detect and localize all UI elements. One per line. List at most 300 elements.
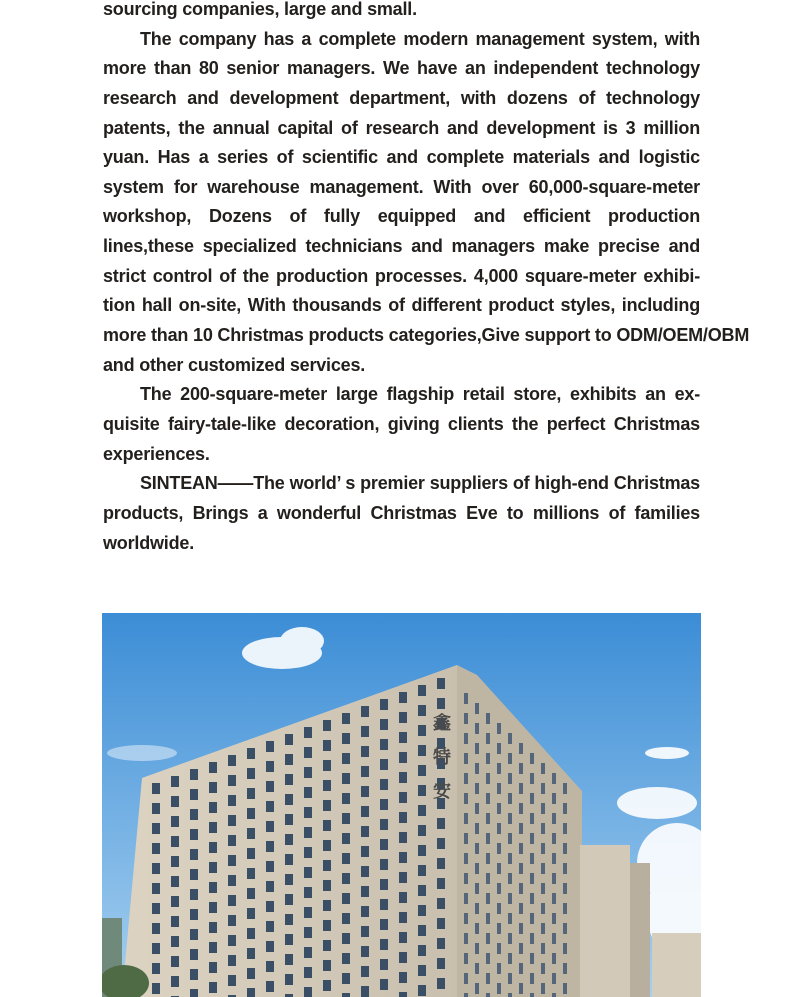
window (304, 967, 312, 978)
window (497, 923, 501, 934)
window (437, 698, 445, 709)
window (475, 803, 479, 814)
window (266, 881, 274, 892)
window (247, 908, 255, 919)
window (464, 693, 468, 704)
window (508, 853, 512, 864)
window (519, 943, 523, 954)
window (563, 983, 567, 994)
window (285, 954, 293, 965)
window (486, 993, 490, 997)
window (464, 773, 468, 784)
window (399, 912, 407, 923)
window (285, 734, 293, 745)
window (152, 803, 160, 814)
window (247, 968, 255, 979)
window (399, 992, 407, 997)
window (190, 809, 198, 820)
window (285, 914, 293, 925)
window (464, 953, 468, 964)
window (323, 880, 331, 891)
window (475, 703, 479, 714)
window (342, 873, 350, 884)
window (342, 813, 350, 824)
text-line: The company has a complete modern management system, with (140, 28, 700, 49)
window (486, 933, 490, 944)
window (285, 974, 293, 985)
window (508, 973, 512, 984)
window (530, 753, 534, 764)
window (552, 973, 556, 984)
window (266, 941, 274, 952)
window (380, 719, 388, 730)
window (209, 962, 217, 973)
window (342, 973, 350, 984)
window (304, 907, 312, 918)
window (418, 905, 426, 916)
window (418, 765, 426, 776)
window (486, 953, 490, 964)
window (508, 993, 512, 997)
window (486, 713, 490, 724)
window (285, 794, 293, 805)
window (437, 858, 445, 869)
window (361, 886, 369, 897)
window (228, 835, 236, 846)
window (190, 929, 198, 940)
window (247, 928, 255, 939)
window (209, 942, 217, 953)
window (228, 975, 236, 986)
window (399, 772, 407, 783)
window (361, 706, 369, 717)
window (497, 863, 501, 874)
window (475, 843, 479, 854)
text-line: quisite fairy-tale-like decoration, giving clients the perfect Christmas (103, 413, 700, 434)
window (464, 973, 468, 984)
window (190, 969, 198, 980)
window (497, 983, 501, 994)
window (486, 753, 490, 764)
window (266, 781, 274, 792)
window (380, 939, 388, 950)
window (342, 993, 350, 997)
window (380, 959, 388, 970)
window (342, 853, 350, 864)
text-line: The 200-square-meter large flagship retail store, exhibits an ex- (140, 384, 700, 405)
window (247, 748, 255, 759)
window (323, 940, 331, 951)
window (486, 893, 490, 904)
window (486, 813, 490, 824)
window (399, 712, 407, 723)
window (171, 896, 179, 907)
text-line: workshop, Dozens of fully equipped and efficient production (103, 206, 700, 227)
window (323, 720, 331, 731)
window (418, 845, 426, 856)
window (437, 938, 445, 949)
window (361, 746, 369, 757)
window (304, 947, 312, 958)
window (266, 861, 274, 872)
window (497, 723, 501, 734)
window (209, 882, 217, 893)
window (508, 933, 512, 944)
window (475, 883, 479, 894)
window (266, 801, 274, 812)
low-building (652, 933, 701, 997)
window (152, 983, 160, 994)
window (519, 783, 523, 794)
window (323, 980, 331, 991)
window (464, 853, 468, 864)
text-line: more than 10 Christmas products categories,Give support to ODM/OEM/OBM (103, 325, 750, 346)
window (190, 869, 198, 880)
window (399, 812, 407, 823)
window (541, 843, 545, 854)
window (475, 943, 479, 954)
window (541, 803, 545, 814)
window (552, 813, 556, 824)
window (285, 894, 293, 905)
window (304, 927, 312, 938)
window (437, 878, 445, 889)
text-line: sourcing companies, large and small. (103, 0, 417, 19)
window (380, 899, 388, 910)
window (190, 889, 198, 900)
window (508, 813, 512, 824)
window (285, 754, 293, 765)
window (171, 876, 179, 887)
window (508, 953, 512, 964)
window (247, 848, 255, 859)
window (247, 808, 255, 819)
window (304, 847, 312, 858)
window (563, 923, 567, 934)
window (361, 786, 369, 797)
window (323, 740, 331, 751)
window (380, 759, 388, 770)
window (342, 893, 350, 904)
window (519, 883, 523, 894)
window (399, 872, 407, 883)
window (399, 732, 407, 743)
window (464, 753, 468, 764)
side-building-wall (630, 863, 650, 997)
window (418, 825, 426, 836)
window (304, 787, 312, 798)
window (418, 725, 426, 736)
window (380, 699, 388, 710)
window (342, 773, 350, 784)
window (552, 773, 556, 784)
window (266, 901, 274, 912)
window (486, 833, 490, 844)
window (342, 953, 350, 964)
window (541, 763, 545, 774)
window (266, 761, 274, 772)
window (519, 843, 523, 854)
side-building (580, 845, 630, 997)
window (209, 822, 217, 833)
window (563, 883, 567, 894)
window (475, 823, 479, 834)
window (228, 755, 236, 766)
window (475, 863, 479, 874)
window (342, 933, 350, 944)
window (464, 713, 468, 724)
window (552, 893, 556, 904)
window (464, 933, 468, 944)
window (304, 867, 312, 878)
window (247, 948, 255, 959)
window (380, 839, 388, 850)
window (361, 726, 369, 737)
window (418, 785, 426, 796)
window (497, 943, 501, 954)
window (399, 892, 407, 903)
window (266, 981, 274, 992)
window (171, 856, 179, 867)
window (508, 833, 512, 844)
window (361, 926, 369, 937)
text-line: patents, the annual capital of research and development is 3 million (103, 117, 700, 138)
window (152, 823, 160, 834)
window (497, 743, 501, 754)
text-line: research and development department, with dozens of technology (103, 87, 700, 108)
window (304, 887, 312, 898)
window (418, 985, 426, 996)
window (171, 836, 179, 847)
window (380, 979, 388, 990)
window (519, 763, 523, 774)
window (209, 762, 217, 773)
window (323, 800, 331, 811)
window (247, 888, 255, 899)
window (380, 859, 388, 870)
window (190, 829, 198, 840)
window (418, 925, 426, 936)
window (497, 903, 501, 914)
window (563, 943, 567, 954)
window (563, 803, 567, 814)
window (209, 802, 217, 813)
window (530, 953, 534, 964)
building-illustration (102, 613, 701, 997)
window (152, 843, 160, 854)
window (380, 879, 388, 890)
window (418, 685, 426, 696)
window (475, 923, 479, 934)
window (497, 763, 501, 774)
window (152, 883, 160, 894)
window (486, 793, 490, 804)
window (228, 875, 236, 886)
window (228, 775, 236, 786)
window (552, 993, 556, 997)
window (464, 993, 468, 997)
window (361, 866, 369, 877)
window (541, 863, 545, 874)
window (209, 922, 217, 933)
window (152, 963, 160, 974)
window (519, 863, 523, 874)
window (266, 821, 274, 832)
window (541, 983, 545, 994)
window (418, 805, 426, 816)
window (508, 893, 512, 904)
window (342, 913, 350, 924)
window (552, 853, 556, 864)
window (519, 983, 523, 994)
window (530, 933, 534, 944)
window (285, 774, 293, 785)
window (209, 902, 217, 913)
window (399, 972, 407, 983)
window (323, 960, 331, 971)
window (304, 727, 312, 738)
window (304, 987, 312, 997)
window (285, 854, 293, 865)
window (171, 976, 179, 987)
window (323, 820, 331, 831)
window (418, 865, 426, 876)
window (361, 826, 369, 837)
window (152, 943, 160, 954)
window (399, 952, 407, 963)
window (437, 818, 445, 829)
window (228, 815, 236, 826)
window (486, 913, 490, 924)
window (563, 783, 567, 794)
text-line: lines,these specialized technicians and managers make precise and (103, 236, 700, 257)
window (361, 906, 369, 917)
window (399, 832, 407, 843)
window (530, 913, 534, 924)
window (171, 796, 179, 807)
window (552, 933, 556, 944)
window (486, 973, 490, 984)
window (228, 795, 236, 806)
window (266, 961, 274, 972)
window (464, 913, 468, 924)
window (418, 965, 426, 976)
window (541, 823, 545, 834)
window (552, 793, 556, 804)
window (497, 843, 501, 854)
window (304, 767, 312, 778)
text-line: and other customized services. (103, 354, 366, 375)
window (209, 982, 217, 993)
window (530, 993, 534, 997)
window (508, 873, 512, 884)
window (437, 958, 445, 969)
window (464, 833, 468, 844)
window (530, 973, 534, 984)
window (497, 883, 501, 894)
text-line: more than 80 senior managers. We have an independent technology (103, 58, 700, 79)
window (563, 903, 567, 914)
window (541, 783, 545, 794)
window (190, 769, 198, 780)
window (497, 803, 501, 814)
window (508, 773, 512, 784)
window (418, 745, 426, 756)
window (228, 935, 236, 946)
window (285, 834, 293, 845)
window (190, 909, 198, 920)
window (541, 883, 545, 894)
text-line: SINTEAN——The world’ s premier suppliers of high-end Christmas (140, 473, 700, 494)
window (437, 678, 445, 689)
company-building-photo (102, 613, 701, 997)
window (247, 988, 255, 997)
window (228, 855, 236, 866)
window (399, 792, 407, 803)
window (519, 803, 523, 814)
window (380, 919, 388, 930)
window (497, 783, 501, 794)
window (563, 963, 567, 974)
window (209, 862, 217, 873)
window (361, 986, 369, 997)
window (323, 920, 331, 931)
window (171, 956, 179, 967)
window (247, 768, 255, 779)
window (228, 895, 236, 906)
window (323, 840, 331, 851)
window (152, 903, 160, 914)
window (464, 733, 468, 744)
window (361, 966, 369, 977)
window (418, 885, 426, 896)
window (418, 705, 426, 716)
window (530, 873, 534, 884)
window (190, 789, 198, 800)
window (247, 788, 255, 799)
window (541, 923, 545, 934)
window (285, 874, 293, 885)
window (285, 814, 293, 825)
window (247, 868, 255, 879)
window (266, 741, 274, 752)
window (190, 949, 198, 960)
window (342, 713, 350, 724)
window (552, 953, 556, 964)
window (530, 833, 534, 844)
window (209, 842, 217, 853)
window (541, 903, 545, 914)
text-line: worldwide. (103, 532, 195, 553)
window (304, 747, 312, 758)
window (519, 923, 523, 934)
window (519, 903, 523, 914)
window (304, 807, 312, 818)
window (519, 743, 523, 754)
window (380, 819, 388, 830)
window (563, 843, 567, 854)
window (171, 776, 179, 787)
window (380, 739, 388, 750)
window (209, 782, 217, 793)
window (508, 793, 512, 804)
window (552, 873, 556, 884)
window (475, 903, 479, 914)
window (399, 752, 407, 763)
window (361, 946, 369, 957)
window (552, 913, 556, 924)
window (361, 806, 369, 817)
